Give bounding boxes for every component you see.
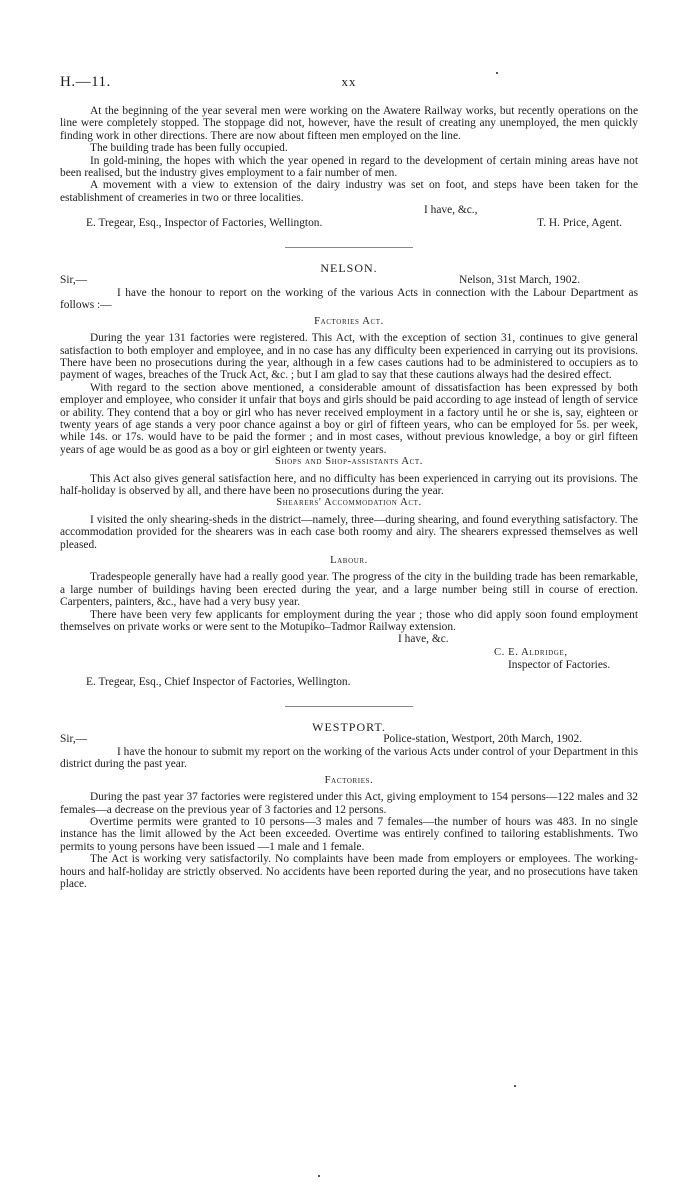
nelson-addressee-text: E. Tregear, Esq., Chief Inspector of Factories, Wellington. (86, 675, 351, 688)
nelson-addressee (60, 676, 638, 688)
awatere-paragraph-2: The building trade has been fully occupied. (90, 142, 288, 155)
awatere-paragraph-4: A movement with a view to extension of the dairy industry was set on foot, and steps have been taken for the establishment of creameries in two or three localities. (60, 179, 638, 204)
nelson-heading-shearers: Shearers' Accommodation Act. (276, 497, 422, 509)
nelson-place-date: Nelson, 31st March, 1902. (459, 274, 580, 287)
westport-intro: I have the honour to submit my report on the working of the various Acts under control of your Department in this district during the past year. (60, 745, 639, 771)
nelson-heading-factories: Factories Act. (314, 315, 384, 327)
nelson-salutation: Sir,— (60, 274, 88, 287)
nelson-shops-paragraph: This Act also gives general satisfaction here, and no difficulty has been experienced in carrying out its provisions. The half-holiday is observed by all, and there have been no prosecutions during the year. (60, 472, 638, 497)
nelson-closing (60, 633, 638, 645)
awatere-closing-text: I have, &c., (424, 204, 478, 217)
scan-speck (514, 1085, 516, 1087)
nelson-title: NELSON. (320, 261, 378, 276)
nelson-heading-labour: Labour. (330, 555, 368, 566)
westport-place-date: Police-station, Westport, 20th March, 1902. (383, 733, 582, 746)
scan-speck (496, 72, 498, 74)
nelson-heading-shops: Shops and Shop-assistants Act. (274, 456, 424, 468)
scan-speck (318, 1175, 320, 1177)
westport-paragraph-1: During the past year 37 factories were registered under this Act, giving employment to 154 persons—122 males and 32 females—a decrease on the previous year of 3 factories and 12 persons. (60, 791, 638, 816)
awatere-paragraph-1: At the beginning of the year several men were working on the Awatere Railway works, but recently operations on the line were completely stopped. The stoppage did not, however, have the result of creating any unemployed, the men quickly finding work in other directions. There are now about fifteen men employed on the line. (60, 105, 638, 142)
awatere-paragraph-3: In gold-mining, the hopes with which the year opened in regard to the development of certain mining areas have not been realised, but the industry gives employment to a fair number of men. (60, 154, 638, 180)
awatere-signature-row (60, 217, 638, 229)
nelson-sign-title-text: Inspector of Factories. (508, 659, 611, 672)
westport-paragraph-2: Overtime permits were granted to 10 persons—3 males and 7 females—the number of hours was 483. In no single instance has the limit allowed by the Act been exceeded. Overtime was entirely confined to tailoring establishments. Two permits to young persons have been issued —1 male and 1 female. (60, 815, 638, 853)
document-body (60, 105, 638, 890)
nelson-labour-paragraph-2: There have been very few applicants for employment during the year ; those who did apply soon found employment themselves on private works or were sent to the Motupiko–Tadmor Railway extension. (60, 608, 638, 634)
nelson-factories-paragraph-1: During the year 131 factories were registered. This Act, with the exception of section 31, continues to give general satisfaction to both employer and employee, and in no case has any difficulty been experienced in carrying out its provisions. There have been no prosecutions during the year, although in a few cases cautions had to be administered to occupiers as to payment of wages, breaches of the Truck Act, &c. ; but I am glad to say that these cautions always had the desired effect. (60, 332, 638, 382)
page-number: xx (341, 74, 357, 89)
awatere-signatory: T. H. Price, Agent. (537, 216, 622, 229)
nelson-factories-paragraph-2: With regard to the section above mentioned, a considerable amount of dissatisfaction has been expressed by both employer and employee, who consider it unfair that boys and girls should be paid according to age instead of length of service or ability. They contend that a boy or girl who has never received employment in a factory until he or she is, say, eighteen or twenty years of age stands a very poor chance against a boy or girl of fifteen years, who can be employed for 5s. per week, while 14s. or 17s. would have to be paid the former ; and in most cases, without previous knowledge, a boy or girl fifteen years of age would be as good as a boy or girl eighteen or twenty years. (60, 381, 638, 456)
nelson-shearers-paragraph: I visited the only shearing-sheds in the district—namely, three—during shearing, and found everything satisfactory. The accommodation provided for the shearers was in each case both roomy and airy. The shearers expressed themselves as well pleased. (60, 513, 638, 551)
nelson-signatory-text: C. E. Aldridge, (494, 646, 568, 658)
nelson-labour-paragraph-1: Tradespeople generally have had a really good year. The progress of the city in the building trade has been remarkable, a large number of buildings having been erected during the year, and a large number being still in course of erection. Carpenters, painters, &c., have had a very busy year. (60, 571, 638, 609)
nelson-closing-text: I have, &c. (398, 633, 449, 646)
nelson-intro: I have the honour to report on the working of the various Acts in connection with the Labour Department as follows :— (60, 286, 638, 312)
awatere-addressee: E. Tregear, Esq., Inspector of Factories, Wellington. (86, 216, 323, 229)
awatere-closing (60, 204, 638, 216)
nelson-sign-title (60, 659, 638, 671)
westport-paragraph-3: The Act is working very satisfactorily. No complaints have been made from employers or employees. The working-hours and half-holiday are strictly observed. No accidents have been reported during the year, and no prosecutions have taken place. (60, 853, 638, 890)
westport-title: WESTPORT. (312, 720, 386, 735)
westport-salutation: Sir,— (60, 733, 88, 746)
nelson-signatory (60, 646, 638, 659)
nelson-salutation-row (60, 274, 638, 286)
westport-salutation-row (60, 733, 638, 745)
page-header (60, 74, 638, 94)
document-code: H.—11. (60, 74, 111, 90)
westport-heading-factories: Factories. (324, 774, 374, 786)
